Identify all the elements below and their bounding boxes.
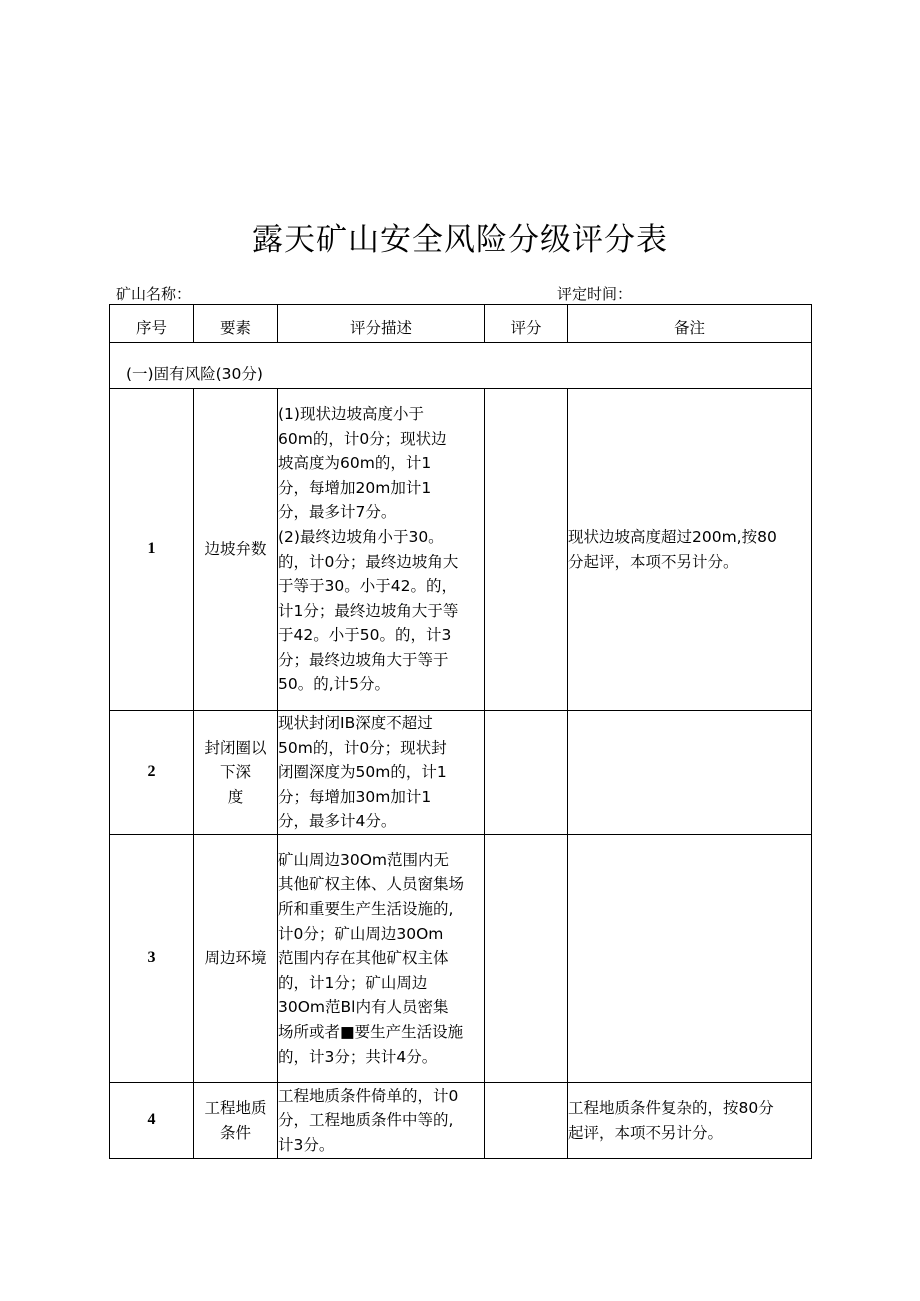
section-row [110, 343, 812, 389]
row-score [485, 711, 568, 835]
row-index: 4 [110, 1083, 194, 1159]
header-score: 评分 [485, 305, 568, 343]
row-description: 现状封闭IB深度不超过 50m的，计0分；现状封 闭圈深度为50m的，计1 分；每增加30m加计1 分，最多计4分。 [278, 711, 485, 835]
row-score [485, 1083, 568, 1159]
section-label: (一)固有风险(30分) [110, 343, 812, 389]
row-index: 1 [110, 389, 194, 711]
table-header-row [110, 305, 812, 343]
scoring-table [109, 304, 812, 1159]
header-element: 要素 [194, 305, 278, 343]
row-note: 工程地质条件复杂的，按80分 起评，本项不另计分。 [568, 1083, 812, 1159]
table-row [110, 389, 812, 711]
row-element: 封闭圈以 下深 度 [194, 711, 278, 835]
row-score [485, 389, 568, 711]
row-index: 2 [110, 711, 194, 835]
document-title: 露天矿山安全风险分级评分表 [252, 222, 668, 258]
row-description: 矿山周边30Om范围内无 其他矿权主体、人员窗集场 所和重要生产生活设施的, 计0分；矿山周边30Om 范围内存在其他矿权主体 的，计1分；矿山周边 30Om范Bl内有人员密集 场所或者■要生产生活设施 的，计3分；共计4分。 [278, 835, 485, 1083]
mine-name-label: 矿山名称： [116, 285, 192, 303]
row-description: (1)现状边坡高度小于 60m的，计0分；现状边 坡高度为60m的，计1 分，每增加20m加计1 分，最多计7分。 (2)最终边坡角小于30。 的，计0分；最终边坡角大 于等于30。小于42。的， 计1分；最终边坡角大于等 于42。小于50。的，计3 分；最终边坡角大于等于 50。的,计5分。 [278, 389, 485, 711]
row-element: 周边环境 [194, 835, 278, 1083]
header-description: 评分描述 [278, 305, 485, 343]
row-note [568, 835, 812, 1083]
row-description: 工程地质条件倚单的，计0 分，工程地质条件中等的, 计3分。 [278, 1083, 485, 1159]
header-note: 备注 [568, 305, 812, 343]
table-row [110, 1083, 812, 1159]
row-note [568, 711, 812, 835]
row-score [485, 835, 568, 1083]
header-index: 序号 [110, 305, 194, 343]
row-element: 工程地质 条件 [194, 1083, 278, 1159]
row-note: 现状边坡高度超过200m,按80 分起评，本项不另计分。 [568, 389, 812, 711]
row-element: 边坡弁数 [194, 389, 278, 711]
table-row [110, 835, 812, 1083]
row-index: 3 [110, 835, 194, 1083]
table-row [110, 711, 812, 835]
eval-time-label: 评定时间： [557, 285, 633, 303]
